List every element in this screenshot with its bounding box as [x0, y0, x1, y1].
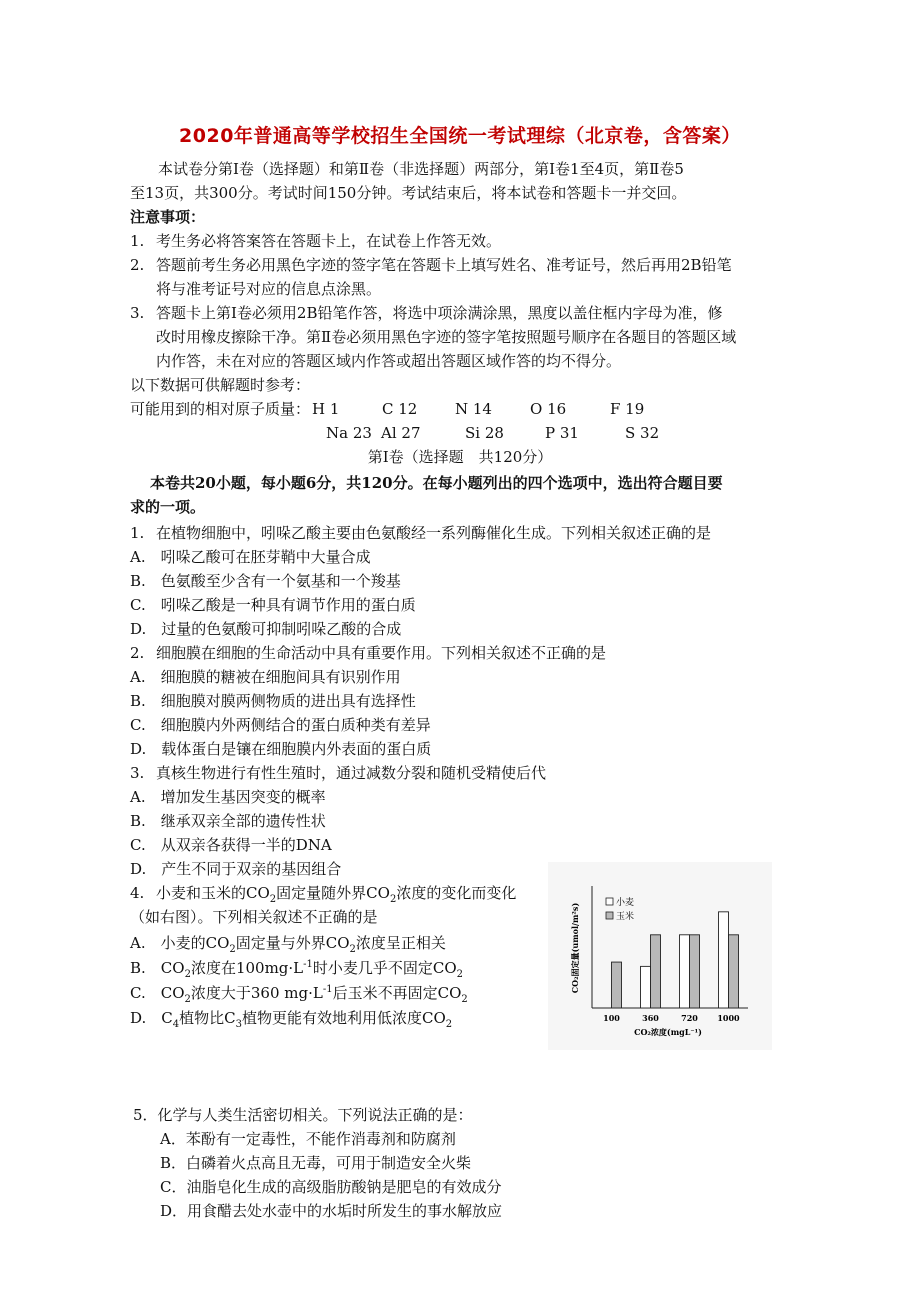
question-3-stem	[130, 762, 546, 784]
y-axis-label: CO₂固定量(umol/m²s)	[570, 902, 580, 994]
question-1-option-c: C. 吲哚乙酸是一种具有调节作用的蛋白质	[130, 596, 416, 614]
question-number: 4.	[130, 884, 145, 902]
atomic-mass-item: O 16	[530, 400, 567, 418]
atomic-mass-label: 可能用到的相对原子质量：	[130, 400, 311, 418]
question-number: 2.	[130, 644, 145, 662]
subscript: 4	[172, 1019, 180, 1030]
question-4-option-b	[130, 957, 463, 979]
question-3-option-a: A. 增加发生基因突变的概率	[130, 788, 326, 806]
page-title: 2020年普通高等学校招生全国统一考试理综（北京卷，含答案）	[179, 125, 741, 147]
subscript: 2	[445, 1019, 453, 1030]
note-2	[130, 254, 732, 276]
x-tick-label: 360	[642, 1013, 659, 1023]
question-number: 3.	[130, 764, 145, 782]
note-number: 3.	[130, 304, 145, 322]
note-number: 2.	[130, 256, 145, 274]
question-1-stem	[130, 522, 711, 544]
atomic-mass-item: S 32	[625, 424, 660, 442]
question-text: 细胞膜在细胞的生命活动中具有重要作用。下列相关叙述不正确的是	[156, 644, 607, 662]
question-2-option-c: C. 细胞膜内外两侧结合的蛋白质种类有差异	[130, 716, 431, 734]
note-1	[130, 230, 501, 252]
section-heading: 第Ⅰ卷（选择题 共120分）	[367, 448, 553, 466]
question-4-option-a	[130, 932, 446, 954]
intro-line-2: 至13页，共300分。考试时间150分钟。考试结束后，将本试卷和答题卡一并交回。	[130, 184, 687, 202]
note-3-cont-2: 内作答，未在对应的答题区域内作答或超出答题区域作答的均不得分。	[156, 352, 622, 370]
superscript: -1	[322, 984, 333, 995]
question-1-option-b: B. 色氨酸至少含有一个氨基和一个羧基	[130, 572, 401, 590]
bar-corn-360	[651, 935, 661, 1008]
option-text: 浓度呈正相关	[355, 934, 446, 952]
bar-corn-1000	[729, 935, 739, 1008]
question-3-option-b: B. 继承双亲全部的遗传性状	[130, 812, 326, 830]
option-text: D. C	[130, 1009, 173, 1027]
atomic-mass-item: Si 28	[465, 424, 504, 442]
legend-swatch-wheat	[606, 898, 613, 905]
intro-line-1: 本试卷分第Ⅰ卷（选择题）和第Ⅱ卷（非选择题）两部分，第Ⅰ卷1至4页，第Ⅱ卷5	[158, 160, 684, 178]
question-2-stem	[130, 642, 606, 664]
question-5-option-c: C．油脂皂化生成的高级脂肪酸钠是肥皂的有效成分	[160, 1178, 502, 1196]
section-instructions-2: 求的一项。	[130, 498, 206, 516]
atomic-mass-item: N 14	[455, 400, 492, 418]
x-tick-label: 100	[603, 1013, 620, 1023]
note-text: 答题前考生务必用黑色字迹的签字笔在答题卡上填写姓名、准考证号，然后再用2B铅笔	[156, 256, 732, 274]
bar-wheat-360	[641, 966, 651, 1008]
x-tick-label: 720	[681, 1013, 698, 1023]
question-text: 在植物细胞中，吲哚乙酸主要由色氨酸经一系列酶催化生成。下列相关叙述正确的是	[156, 524, 712, 542]
option-text: 浓度在100mg·L	[190, 959, 304, 977]
subscript: 2	[269, 894, 277, 905]
co2-fixation-chart	[548, 862, 772, 1050]
superscript: -1	[303, 959, 313, 970]
subscript: 2	[389, 894, 397, 905]
question-1-option-a: A. 吲哚乙酸可在胚芽鞘中大量合成	[130, 548, 371, 566]
option-text: 植物更能有效地利用低浓度CO	[241, 1009, 446, 1027]
question-text: 真核生物进行有性生殖时，通过减数分裂和随机受精使后代	[156, 764, 547, 782]
legend-swatch-corn	[606, 912, 613, 919]
question-2-option-d: D. 载体蛋白是镶在细胞膜内外表面的蛋白质	[130, 740, 432, 758]
question-5-option-a: A．苯酚有一定毒性，不能作消毒剂和防腐剂	[160, 1130, 456, 1148]
question-1-option-d: D. 过量的色氨酸可抑制吲哚乙酸的合成	[130, 620, 402, 638]
option-text: 后玉米不再固定CO	[332, 984, 462, 1002]
question-2-option-a: A. 细胞膜的糖被在细胞间具有识别作用	[130, 668, 401, 686]
option-text: 浓度大于360 mg·L	[190, 984, 323, 1002]
question-4-stem	[130, 882, 516, 904]
question-4-option-c	[130, 982, 468, 1004]
note-text: 考生务必将答案答在答题卡上，在试卷上作答无效。	[156, 232, 502, 250]
option-text: C. CO	[130, 984, 185, 1002]
atomic-mass-item: F 19	[610, 400, 645, 418]
subscript: 2	[456, 969, 464, 980]
note-3-cont-1: 改时用橡皮擦除干净。第Ⅱ卷必须用黑色字迹的签字笔按照题号顺序在各题目的答题区域	[156, 328, 737, 346]
note-3	[130, 302, 723, 324]
question-text: 小麦和玉米的CO	[156, 884, 270, 902]
subscript: 2	[184, 994, 191, 1005]
option-text: 时小麦几乎不固定CO	[312, 959, 457, 977]
question-3-option-d: D. 产生不同于双亲的基因组合	[130, 860, 342, 878]
bar-corn-100	[612, 962, 622, 1008]
atomic-mass-item: C 12	[382, 400, 418, 418]
section-instructions-1: 本卷共20小题，每小题6分，共120分。在每小题列出的四个选项中，选出符合题目要	[150, 474, 723, 492]
question-text: 浓度的变化而变化	[396, 884, 517, 902]
question-5-option-d: D．用食醋去处水壶中的水垢时所发生的事水解放应	[160, 1202, 503, 1220]
atomic-mass-item: H 1	[312, 400, 340, 418]
bar-corn-720	[690, 935, 700, 1008]
x-axis-label: CO₂浓度(mgL⁻¹)	[634, 1027, 702, 1037]
option-text: 固定量与外界CO	[235, 934, 350, 952]
question-4-option-d	[130, 1007, 452, 1029]
note-2-cont: 将与准考证号对应的信息点涂黑。	[156, 280, 382, 298]
option-text: B. CO	[130, 959, 185, 977]
question-5-stem: 5．化学与人类生活密切相关。下列说法正确的是：	[133, 1106, 473, 1124]
bar-wheat-720	[680, 935, 690, 1008]
question-text: 固定量随外界CO	[276, 884, 390, 902]
option-text: 植物比C	[179, 1009, 236, 1027]
reference-intro: 以下数据可供解题时参考：	[130, 376, 311, 394]
question-4-stem-cont: （如右图）。下列相关叙述不正确的是	[130, 908, 378, 926]
option-text: A. 小麦的CO	[130, 934, 230, 952]
subscript: 3	[235, 1019, 242, 1030]
atomic-mass-row-1	[130, 398, 645, 420]
question-5-option-b: B．白磷着火点高且无毒，可用于制造安全火柴	[160, 1154, 472, 1172]
note-text: 答题卡上第Ⅰ卷必须用2B铅笔作答，将选中项涂满涂黑，黑度以盖住框内字母为准，修	[156, 304, 723, 322]
x-tick-label: 1000	[717, 1013, 740, 1023]
bar-wheat-1000	[719, 912, 729, 1008]
question-3-option-c: C. 从双亲各获得一半的DNA	[130, 836, 332, 854]
question-number: 1.	[130, 524, 145, 542]
subscript: 2	[184, 969, 191, 980]
legend-label-corn: 玉米	[616, 912, 635, 922]
notes-heading: 注意事项：	[130, 208, 206, 226]
subscript: 2	[229, 944, 236, 955]
atomic-mass-item: P 31	[545, 424, 579, 442]
note-number: 1.	[130, 232, 145, 250]
atomic-mass-item: Na 23	[326, 424, 372, 442]
legend-label-wheat: 小麦	[616, 898, 635, 908]
question-2-option-b: B. 细胞膜对膜两侧物质的进出具有选择性	[130, 692, 416, 710]
atomic-mass-item: Al 27	[381, 424, 421, 442]
subscript: 2	[349, 944, 356, 955]
chart-svg	[548, 862, 772, 1050]
subscript: 2	[461, 994, 468, 1005]
